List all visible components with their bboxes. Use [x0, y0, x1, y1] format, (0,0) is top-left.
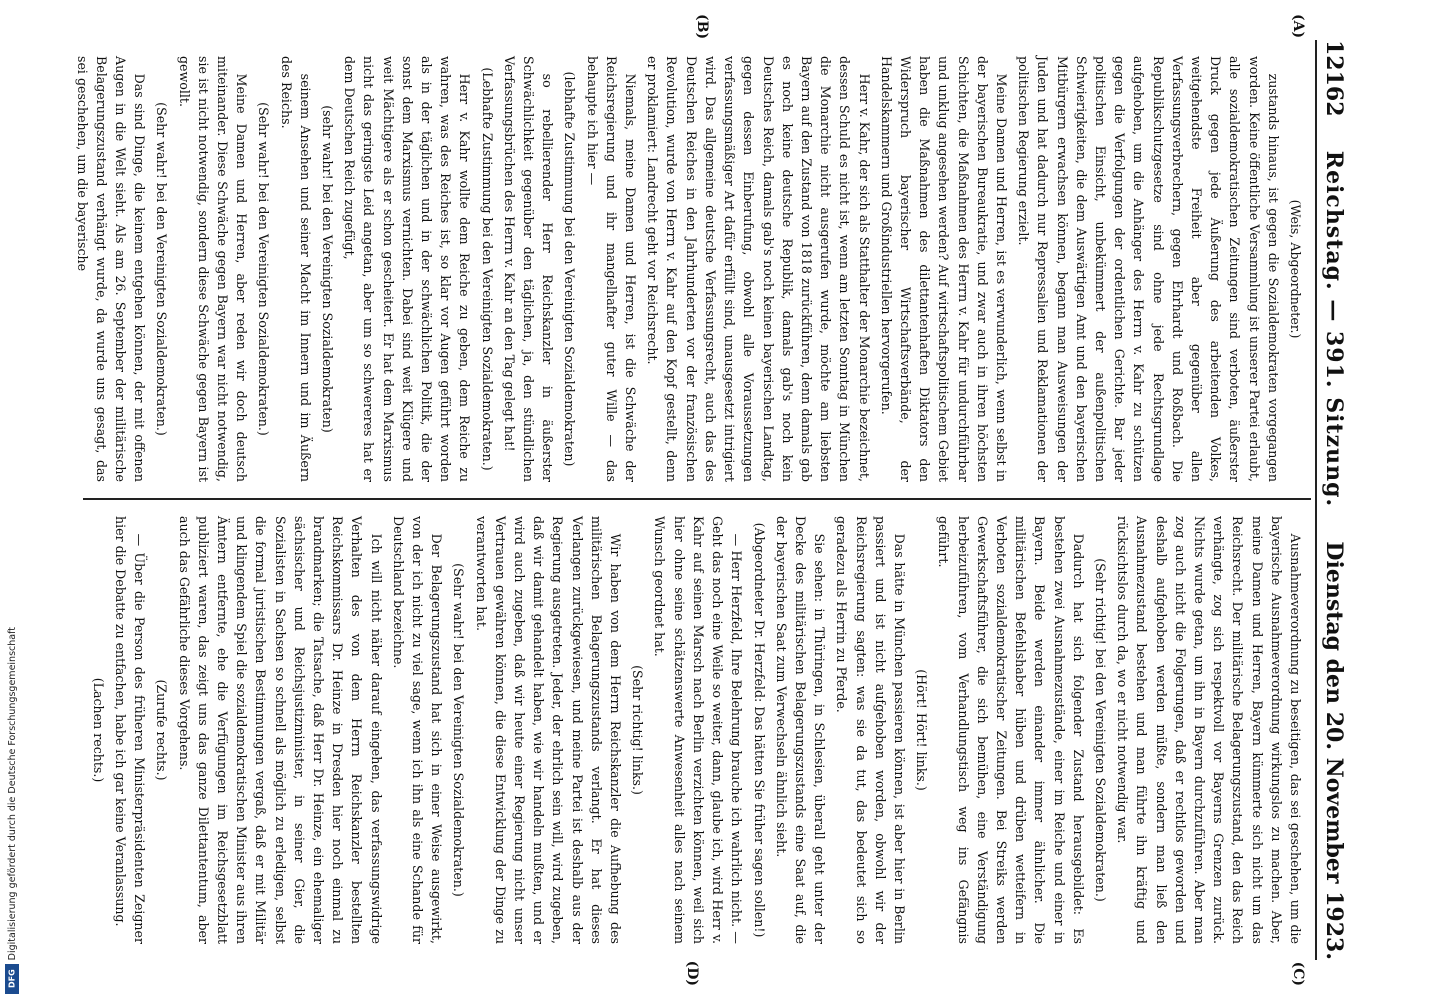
paragraph: (Sehr wahr! bei den Vereinigten Sozialdemokraten.) [154, 102, 170, 436]
paragraph: seinem Ansehen und seiner Macht im Innern und im Äußern des Reichs. [278, 56, 313, 482]
paragraph: Herr v. Kahr wollte dem Reiche zu geben, dem Reiche zu wahren, was des Reiches ist, so klar vor Augen geführt worden als in der täglichen und in der schwächlichen Politik, die der sonst dem Marxismus vernichten. Dabei sind weit Klügere und weit Mächtigere als er schon gescheitert. Er hat dem Marxismus nicht das geringste Leid angetan, aber um so schwereres hat er dem Deutschen Reich zugefügt, [342, 56, 473, 482]
paragraph: Sie sehen: in Thüringen, in Schlesien, überall geht unter der Decke des militärischen Belagerungszustands eine Saat auf, die der bayerischen Saat zum Verwechseln ähnlich sieht. [773, 516, 828, 944]
right-column [83, 500, 1311, 986]
paragraph: (Sehr wahr! bei den Vereinigten Sozialdemokraten.) [451, 563, 467, 897]
paragraph: Das hätte in München passieren können, ist aber hier in Berlin passiert und ist nicht aufgehoben worden, obwohl wir der Reichsregierung sagten: was sie da tut, das bedeutet sich so geradezu als Herrin zu Pferde. [834, 516, 907, 944]
session-title: Reichstag. — 391. Sitzung. [1321, 150, 1347, 508]
paragraph: Ausnahmeverordnung zu beseitigen, das sei geschehen, um die bayerische Ausnahmeverordnung wirkungslos zu machen. Aber, meine Damen und Herren, Bayern kümmerte sich nicht um das Reichsrecht. Der militärische Belagerungszustand, den das Reich verhängte, zog sich respektvoll vor Bayerns Grenzen zurück. Nichts wurde getan, um ihn in Bayern durchzuführen. Aber man zog auch nicht die Folgerungen, daß er rechtlos geworden und deshalb aufgehoben werden müßte, sondern man ließ den Ausnahmezustand bestehen und man führte ihn kräftig und rücksichtslos durch da, wo er nicht notwendig war. [1115, 516, 1303, 944]
dfg-logo-icon: DFG [5, 964, 19, 994]
page-header [1315, 40, 1351, 960]
paragraph: (Hört! Hört! links.) [914, 669, 930, 791]
paragraph: (Sehr richtig! bei den Vereinigten Sozialdemokraten.) [1092, 558, 1108, 902]
margin-marker-a: (A) [1290, 14, 1306, 39]
page-number: 12162 [1321, 40, 1347, 117]
session-date: Dienstag den 20. November 1923. [1321, 541, 1347, 960]
paragraph: (Lachen rechts.) [90, 677, 106, 783]
left-column [74, 14, 1311, 500]
paragraph: Meine Damen und Herren, ist es verwunderlich, wenn selbst in der bayerischen Bureaukratie, und zwar auch in ihren höchsten Schichten, die Maßnahmen des Herrn v. Kahr für undurchführbar und unklug angesehen werden? Auf wirtschaftspolitischem Gebiet haben die Maßnahmen des dilettantenhaften Diktators den Widerspruch bayerischer Wirtschaftsverbände, der Handelskammern und Großindustriellen hervorgerufen. [878, 56, 1009, 482]
paragraph: zustands hinaus, ist gegen die Sozialdemokraten vorgegangen worden. Keine öffentliche Versammlung ist unserer Partei erlaubt, alle sozialdemokratischen Zeitungen sind verboten, äußerster Druck gegen jede Äußerung des arbeitenden Volkes, weitgehendste Freiheit aber gegenüber allen Verfassungsverbrechern, gegen Ehrhardt und Roßbach. Die Republikschutzgesetze sind ohne jede Rechtsgrundlage aufgehoben, um die Anhänger des Herrn v. Kahr zu schützen gegen die Verfolgungen der ordentlichen Gerichte. Bar jeder politischen Einsicht, unbekümmert der außenpolitischen Schwierigkeiten, die dem Auswärtigen Amt und den bayerischen Mitbürgern erwachsen können, begann man Ausweisungen der Juden und hat dadurch nur Repressalien und Reklamationen der politischen Regierung erzielt. [1016, 56, 1281, 482]
paragraph: (Sehr richtig! links.) [630, 665, 646, 795]
paragraph: Meine Damen und Herren, aber reden wir doch deutsch miteinander. Diese Schwäche gegen Bayern war nicht notwendig, sie ist nicht notwendig, sondern diese Schwäche gegen Bayern ist gewollt. [176, 56, 250, 482]
paragraph: (Abgeordneter Dr. Herzfeld: Das hätten Sie früher sagen sollen!) [751, 522, 767, 938]
paragraph: Wir haben von dem Herrn Reichskanzler die Aufhebung des militärischen Belagerungszustands verlangt. Er hat dieses Verlangen zurückgewiesen, und meine Partei ist deshalb aus der Regierung ausgetreten. Jeder, der ehrlich sein will, wird zugeben, daß wir damit gehandelt haben, wie wir handeln mußten, und er wird auch zugeben, daß wir heute einer Regierung nicht unser Vertrauen gewähren können, die diese Entwicklung der Dinge zu verantworten hat. [473, 516, 624, 944]
paragraph: (sehr wahr! bei den Vereinigten Sozialdemokraten) [320, 105, 336, 433]
paragraph: Ich will nicht näher darauf eingehen, das verfassungswidrige Verhalten des von dem Herrn Reichskanzler bestellten Reichskommissars Dr. Heinze in Dresden hier noch einmal zu brandmarken; die Tatsache, daß Herr Dr. Heinze, ein ehemaliger sächsischer und Reichsjustizminister, in seiner Gier, die Sozialisten in Sachsen so schnell als möglich zu erledigen, selbst die formal juristischen Bestimmungen vergaß, daß er mit Militär und klingendem Spiel die sozialdemokratischen Minister aus ihren Ämtern entfernte, ehe die Verfügungen im Reichsgesetzblatt publiziert waren, das zeigt uns das ganze Dilettantentum, aber auch das Gefährliche dieses Vorgehens. [176, 516, 384, 944]
paragraph: Das sind Dinge, die keinem entgehen können, der mit offenen Augen in die Welt sieht. Als am 26. September der militärische Belagerungszustand verhängt wurde, da wurde uns gesagt, das sei geschehen, um die bayerische [74, 56, 148, 482]
paragraph: Herr v. Kahr, der sich als Statthalter der Monarchie bezeichnet, dessen Schuld es nicht ist, wenn am letzten Sonntag in München die Monarchie nicht ausgerufen wurde, möchte am liebsten Bayern auf den Zustand von 1818 zurückführen, denn damals gab es noch keine deutsche Republik, damals gab's noch kein Deutsches Reich, damals gab's noch keinen bayerischen Landtag, gegen dessen Einberufung, obwohl alle Voraussetzungen verfassungsmäßiger Art dafür erfüllt sind, unausgesetzt intrigiert wird. Das allgemeine deutsche Verfassungsrecht, auch das des Deutschen Reiches in den Jahrhunderten vor der französischen Revolution, wurde von Herrn v. Kahr auf den Kopf gestellt, denn er proklamiert: Landrecht geht vor Reichsrecht. [645, 56, 872, 482]
paragraph: (Weis, Abgeordneter.) [1288, 199, 1303, 339]
paragraph: (lebhafte Zustimmung bei den Vereinigten Sozialdemokraten) [562, 71, 578, 467]
paragraph: (Zurufe rechts.) [154, 679, 170, 781]
paragraph: Dadurch hat sich folgender Zustand herausgebildet: Es bestehen zwei Ausnahmezustände, einer im Reiche und einer in Bayern. Beide werden einander immer ähnlicher. Die militärischen Befehlshaber hüben und drüben wetteifern in Verboten sozialdemokratischer Zeitungen. Bei Streiks werden Gewerkschaftsführer, die sich bemühen, eine Verständigung herbeizuführen, vom Verhandlungstisch weg ins Gefängnis geführt. [936, 516, 1086, 944]
paragraph: — Herr Herzfeld, Ihre Belehrung brauche ich wahrlich nicht. — Geht das noch eine Weile so weiter, dann, glaube ich, wird Herr v. Kahr auf seinen Marsch nach Berlin verzichten können, weil sich hier ohne seine schätzenswerte Anwesenheit alles nach seinem Wunsch geordnet hat. [652, 516, 745, 944]
margin-marker-c: (C) [1290, 961, 1306, 986]
text-columns [74, 14, 1311, 986]
margin-marker-d: (D) [684, 960, 700, 986]
document-page [67, 10, 1367, 990]
margin-marker-b: (B) [694, 14, 710, 40]
footer-credit: Digitalisierung gefördert durch die Deutsche Forschungsgemeinschaft [6, 626, 18, 960]
paragraph: Niemals, meine Damen und Herren, ist die Schwäche der Reichsregierung und ihr mangelhafter guter Wille — das behaupte ich hier — [584, 56, 639, 482]
paragraph: so rebellierender Herr Reichskanzler in äußerster Schwächlichkeit gegenüber den täglichen, ja, den stündlichen Verfassungsbrüchen des Herrn v. Kahr an den Tag gelegt hat! [501, 56, 556, 482]
paragraph: — Über die Person des früheren Ministerpräsidenten Zeigner hier die Debatte zu entfachen, habe ich gar keine Veranlassung. [113, 516, 148, 944]
digitization-footer [4, 4, 20, 994]
paragraph: (Sehr wahr! bei den Vereinigten Sozialdemokraten.) [256, 102, 272, 436]
paragraph: (Lebhafte Zustimmung bei den Vereinigten Sozialdemokraten.) [479, 67, 495, 471]
paragraph: Der Belagerungszustand hat sich in einer Weise ausgewirkt, von der ich nicht zu viel sage, wenn ich ihn als eine Schande für Deutschland bezeichne. [390, 516, 445, 944]
